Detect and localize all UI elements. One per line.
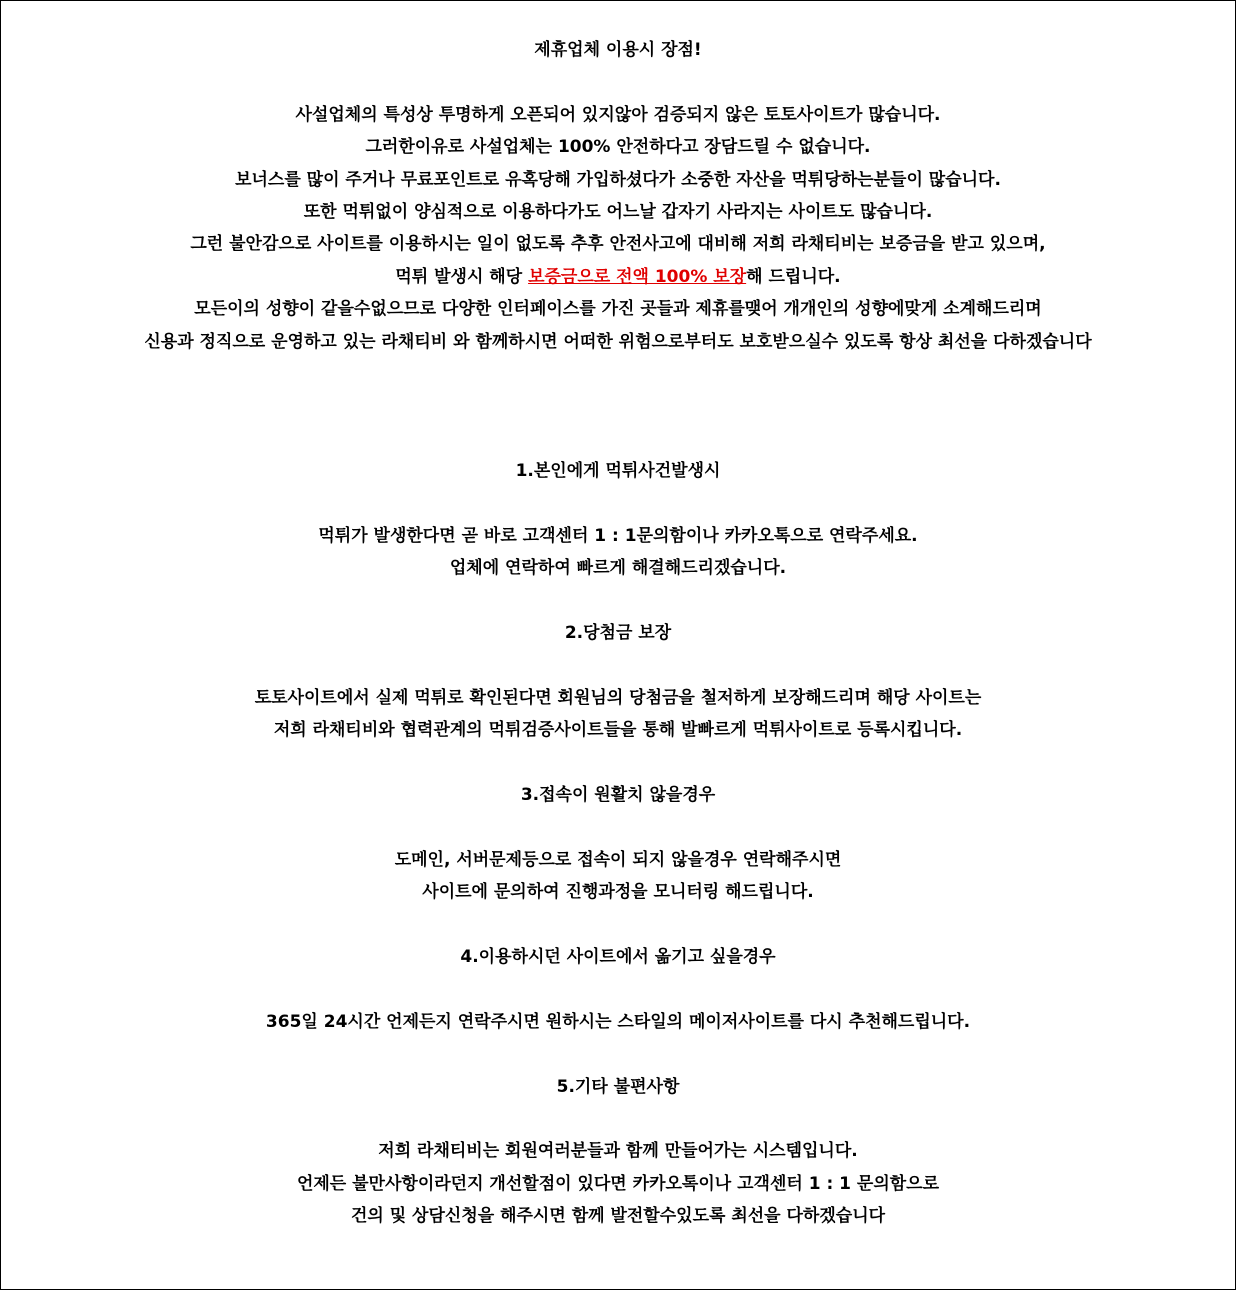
section-line: 언제든 불만사항이라던지 개선할점이 있다면 카카오톡이나 고객센터 1 : 1 문의함으로	[296, 1173, 940, 1194]
guarantee-line	[1, 261, 1235, 293]
intro-line: 신용과 정직으로 운영하고 있는 라채티비 와 함께하시면 어떠한 위험으로부터도 보호받으실수 있도록 항상 최선을 다하겠습니다	[144, 331, 1092, 352]
page-title: 제휴업체 이용시 장점!	[534, 40, 702, 60]
document-content	[1, 34, 1235, 1232]
intro-line: 보너스를 많이 주거나 무료포인트로 유혹당해 가입하셨다가 소중한 자산을 먹튀당하는분들이 많습니다.	[235, 169, 1001, 190]
intro-line: 사설업체의 특성상 투명하게 오픈되어 있지않아 검증되지 않은 토토사이트가 많습니다.	[295, 104, 941, 125]
section-line: 저희 라채티비와 협력관계의 먹튀검증사이트들을 통해 발빠르게 먹튀사이트로 등록시킵니다.	[273, 720, 963, 741]
spacer	[1, 973, 1235, 1005]
section-heading: 2.당첨금 보장	[564, 623, 672, 644]
intro-line: 또한 먹튀없이 양심적으로 이용하다가도 어느날 갑자기 사라지는 사이트도 많습니다.	[303, 201, 933, 222]
section-heading: 3.접속이 원활치 않을경우	[520, 785, 716, 805]
intro-line: 그런 불안감으로 사이트를 이용하시는 일이 없도록 추후 안전사고에 대비해 저희 라채티비는 보증금을 받고 있으며,	[190, 234, 1046, 255]
section-line: 도메인, 서버문제등으로 접속이 되지 않을경우 연락해주시면	[394, 849, 842, 870]
guarantee-highlight: 보증금으로 전액 100% 보장	[528, 266, 747, 287]
spacer	[1, 1038, 1235, 1070]
spacer	[1, 909, 1235, 941]
section-line: 업체에 연락하여 빠르게 해결해드리겠습니다.	[449, 558, 787, 579]
section-line: 저희 라채티비는 회원여러분들과 함께 만들어가는 시스템입니다.	[378, 1141, 858, 1162]
spacer	[1, 487, 1235, 519]
section-line: 365일 24시간 언제든지 연락주시면 원하시는 스타일의 메이저사이트를 다시 추천해드립니다.	[265, 1011, 971, 1032]
spacer	[1, 358, 1235, 455]
spacer	[1, 1103, 1235, 1135]
section-line: 먹튀가 발생한다면 곧 바로 고객센터 1 : 1문의함이나 카카오톡으로 연락주세요.	[318, 525, 918, 546]
guarantee-prefix: 먹튀 발생시 해당	[395, 266, 529, 287]
spacer	[1, 649, 1235, 681]
section-line: 토토사이트에서 실제 먹튀로 확인된다면 회원님의 당첨금을 철저하게 보장해드리며 해당 사이트는	[254, 687, 982, 708]
spacer	[1, 747, 1235, 779]
spacer	[1, 585, 1235, 617]
spacer	[1, 66, 1235, 98]
section-line: 사이트에 문의하여 진행과정을 모니터링 해드립니다.	[422, 882, 814, 903]
section-heading: 4.이용하시던 사이트에서 옮기고 싶을경우	[460, 946, 776, 967]
section-heading: 5.기타 불편사항	[556, 1076, 680, 1097]
intro-line: 모든이의 성향이 같을수없으므로 다양한 인터페이스를 가진 곳들과 제휴를맺어 개개인의 성향에맞게 소계해드리며	[194, 299, 1042, 320]
spacer	[1, 811, 1235, 843]
section-line: 건의 및 상담신청을 해주시면 함께 발전할수있도록 최선을 다하겠습니다	[350, 1206, 886, 1227]
section-heading: 1.본인에게 먹튀사건발생시	[515, 461, 721, 482]
intro-line: 그러한이유로 사설업체는 100% 안전하다고 장담드릴 수 없습니다.	[365, 137, 871, 158]
guarantee-suffix: 해 드립니다.	[746, 266, 841, 287]
